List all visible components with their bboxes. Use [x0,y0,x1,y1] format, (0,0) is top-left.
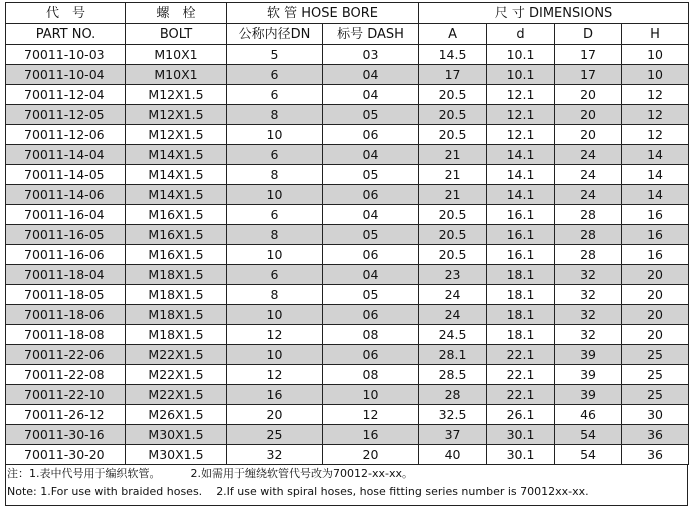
part-no-cell: 70011-10-04 [6,65,126,85]
dim-h-cell: 20 [622,265,689,285]
part-no-cell: 70011-12-05 [6,105,126,125]
dash-cell: 05 [323,165,419,185]
bolt-cell: M22X1.5 [126,365,227,385]
dash-cell: 04 [323,85,419,105]
dash-header: 标号 DASH [323,24,419,45]
dim-d-big-cell: 32 [555,325,622,345]
dim-a-cell: 21 [419,165,487,185]
table-row [6,145,689,165]
dim-d-small-cell: 16.1 [487,205,555,225]
dim-d-small-cell: 18.1 [487,305,555,325]
dim-d-big-cell: 24 [555,165,622,185]
table-row [6,445,689,465]
part-no-cell: 70011-16-06 [6,245,126,265]
dim-d-small-cell: 30.1 [487,425,555,445]
dash-cell: 04 [323,265,419,285]
notes-cn [6,465,687,483]
dim-h-cell: 10 [622,45,689,65]
dim-d-small-cell: 18.1 [487,285,555,305]
dn-cell: 16 [227,385,323,405]
dim-d-big-cell: 28 [555,225,622,245]
part-no-cell: 70011-14-04 [6,145,126,165]
dim-d-small-cell: 30.1 [487,445,555,465]
part-no-cell: 70011-12-06 [6,125,126,145]
dn-cell: 5 [227,45,323,65]
dim-a-cell: 20.5 [419,85,487,105]
part-no-cell: 70011-22-08 [6,365,126,385]
bolt-cell: M12X1.5 [126,105,227,125]
table-row [6,325,689,345]
bolt-cell: M14X1.5 [126,185,227,205]
dim-d-big-cell: 39 [555,345,622,365]
dim-a-cell: 23 [419,265,487,285]
dash-cell: 06 [323,245,419,265]
dim-d-big-cell: 28 [555,245,622,265]
dn-cell: 6 [227,85,323,105]
dn-cell: 8 [227,285,323,305]
bolt-header-en: BOLT [126,24,227,45]
dash-cell: 04 [323,145,419,165]
bolt-cell: M16X1.5 [126,225,227,245]
table-row [6,285,689,305]
dash-cell: 06 [323,305,419,325]
dim-d-big-cell: 32 [555,285,622,305]
dn-cell: 6 [227,65,323,85]
dim-h-cell: 25 [622,365,689,385]
dn-cell: 10 [227,245,323,265]
dn-cell: 8 [227,165,323,185]
dim-d-big-cell: 24 [555,145,622,165]
part-no-cell: 70011-14-05 [6,165,126,185]
fitting-spec-sheet [5,2,688,506]
dim-d-small-cell: 26.1 [487,405,555,425]
dim-h-cell: 14 [622,165,689,185]
dash-cell: 08 [323,325,419,345]
table-row [6,425,689,445]
dim-h-cell: 14 [622,185,689,205]
dim-h-cell: 20 [622,325,689,345]
dim-h-cell: 16 [622,225,689,245]
dn-cell: 10 [227,125,323,145]
dim-a-cell: 20.5 [419,105,487,125]
dim-d-big-cell: 24 [555,185,622,205]
dim-d-big-cell: 32 [555,265,622,285]
dim-h-cell: 16 [622,205,689,225]
part-no-cell: 70011-18-04 [6,265,126,285]
part-no-cell: 70011-22-10 [6,385,126,405]
table-row [6,385,689,405]
part-no-header-cn: 代 号 [6,3,126,24]
table-row [6,45,689,65]
dash-cell: 06 [323,185,419,205]
dim-d-big-cell: 54 [555,445,622,465]
dash-cell: 10 [323,385,419,405]
part-no-cell: 70011-12-04 [6,85,126,105]
dim-d-small-cell: 12.1 [487,85,555,105]
dimensions-table [5,2,689,465]
dim-a-cell: 40 [419,445,487,465]
dim-a-cell: 14.5 [419,45,487,65]
dim-d-small-cell: 18.1 [487,325,555,345]
dim-h-cell: 20 [622,305,689,325]
dim-h-cell: 36 [622,445,689,465]
table-row [6,345,689,365]
dash-cell: 03 [323,45,419,65]
bolt-cell: M16X1.5 [126,205,227,225]
note-cn-2: 2.如需用于缠绕软管代号改为70012-xx-xx。 [190,467,413,480]
dim-d-small-cell: 14.1 [487,165,555,185]
dim-d-small-cell: 22.1 [487,385,555,405]
dn-cell: 6 [227,205,323,225]
dim-d-small-cell: 10.1 [487,65,555,85]
bolt-cell: M10X1 [126,65,227,85]
dn-cell: 10 [227,305,323,325]
bolt-cell: M30X1.5 [126,445,227,465]
table-row [6,265,689,285]
table-row [6,225,689,245]
dim-d-small-cell: 18.1 [487,265,555,285]
dim-h-cell: 30 [622,405,689,425]
dim-a-cell: 20.5 [419,245,487,265]
bolt-cell: M18X1.5 [126,325,227,345]
dim-h-cell: 36 [622,425,689,445]
table-row [6,365,689,385]
dim-a-cell: 21 [419,185,487,205]
hose-bore-header: 软 管 HOSE BORE [227,3,419,24]
dn-cell: 12 [227,325,323,345]
dn-cell: 32 [227,445,323,465]
bolt-cell: M22X1.5 [126,345,227,365]
dn-cell: 8 [227,225,323,245]
part-no-cell: 70011-22-06 [6,345,126,365]
bolt-cell: M14X1.5 [126,145,227,165]
dim-d-big-cell: 17 [555,65,622,85]
dim-d-small-cell: 14.1 [487,185,555,205]
dim-a-cell: 28.1 [419,345,487,365]
table-row [6,165,689,185]
table-row [6,405,689,425]
bolt-cell: M16X1.5 [126,245,227,265]
table-row [6,105,689,125]
dn-cell: 12 [227,365,323,385]
table-row [6,205,689,225]
part-no-cell: 70011-18-05 [6,285,126,305]
dim-h-cell: 12 [622,125,689,145]
dim-d-big-cell: 39 [555,365,622,385]
dim-a-cell: 28.5 [419,365,487,385]
dim-d-small-cell: 12.1 [487,105,555,125]
part-no-cell: 70011-16-05 [6,225,126,245]
dim-h-cell: 12 [622,85,689,105]
dim-a-cell: 17 [419,65,487,85]
dim-h-cell: 25 [622,345,689,365]
col-a-header: A [419,24,487,45]
dim-d-big-cell: 20 [555,125,622,145]
note-en-2: 2.If use with spiral hoses, hose fitting series number is 70012xx-xx. [216,485,589,498]
dim-h-cell: 20 [622,285,689,305]
table-row [6,125,689,145]
table-header [6,3,689,45]
col-h-header: H [622,24,689,45]
col-d-big-header: D [555,24,622,45]
part-no-header-en: PART NO. [6,24,126,45]
bolt-cell: M22X1.5 [126,385,227,405]
dim-a-cell: 20.5 [419,205,487,225]
dn-cell: 10 [227,345,323,365]
bolt-cell: M12X1.5 [126,85,227,105]
dash-cell: 06 [323,125,419,145]
dn-cell: 20 [227,405,323,425]
note-en-1: Note: 1.For use with braided hoses. [7,485,203,498]
dash-cell: 08 [323,365,419,385]
table-row [6,65,689,85]
dim-a-cell: 24 [419,285,487,305]
note-cn-1: 注：1.表中代号用于编织软管。 [7,467,161,480]
dn-cell: 25 [227,425,323,445]
part-no-cell: 70011-10-03 [6,45,126,65]
bolt-cell: M14X1.5 [126,165,227,185]
dim-d-big-cell: 28 [555,205,622,225]
dim-d-big-cell: 46 [555,405,622,425]
bolt-header-cn: 螺 栓 [126,3,227,24]
dim-h-cell: 10 [622,65,689,85]
dim-d-small-cell: 16.1 [487,245,555,265]
dash-cell: 20 [323,445,419,465]
dash-cell: 05 [323,285,419,305]
dim-d-big-cell: 20 [555,85,622,105]
dim-a-cell: 37 [419,425,487,445]
table-row [6,305,689,325]
dim-a-cell: 28 [419,385,487,405]
dim-a-cell: 32.5 [419,405,487,425]
dash-cell: 05 [323,225,419,245]
dim-d-big-cell: 54 [555,425,622,445]
dash-cell: 05 [323,105,419,125]
dim-d-small-cell: 22.1 [487,365,555,385]
dim-d-big-cell: 39 [555,385,622,405]
dim-d-small-cell: 22.1 [487,345,555,365]
bolt-cell: M12X1.5 [126,125,227,145]
dash-cell: 16 [323,425,419,445]
dash-cell: 12 [323,405,419,425]
table-body [6,45,689,465]
dim-d-big-cell: 32 [555,305,622,325]
dim-d-small-cell: 16.1 [487,225,555,245]
part-no-cell: 70011-18-06 [6,305,126,325]
dn-cell: 6 [227,265,323,285]
bolt-cell: M18X1.5 [126,265,227,285]
dim-a-cell: 20.5 [419,125,487,145]
dim-h-cell: 12 [622,105,689,125]
table-row [6,185,689,205]
table-row [6,245,689,265]
dash-cell: 06 [323,345,419,365]
dim-d-big-cell: 20 [555,105,622,125]
dim-d-small-cell: 10.1 [487,45,555,65]
part-no-cell: 70011-16-04 [6,205,126,225]
bolt-cell: M18X1.5 [126,305,227,325]
dim-d-small-cell: 12.1 [487,125,555,145]
part-no-cell: 70011-30-16 [6,425,126,445]
col-d-small-header: d [487,24,555,45]
bolt-cell: M30X1.5 [126,425,227,445]
dim-a-cell: 24.5 [419,325,487,345]
dn-cell: 10 [227,185,323,205]
dim-a-cell: 24 [419,305,487,325]
dash-cell: 04 [323,205,419,225]
table-row [6,85,689,105]
part-no-cell: 70011-26-12 [6,405,126,425]
part-no-cell: 70011-14-06 [6,185,126,205]
notes-box [5,465,688,506]
dim-h-cell: 25 [622,385,689,405]
dash-cell: 04 [323,65,419,85]
part-no-cell: 70011-18-08 [6,325,126,345]
dim-a-cell: 21 [419,145,487,165]
dimensions-header: 尺 寸 DIMENSIONS [419,3,689,24]
dn-cell: 6 [227,145,323,165]
dn-cell: 8 [227,105,323,125]
notes-en [6,483,687,501]
dim-h-cell: 14 [622,145,689,165]
dim-d-small-cell: 14.1 [487,145,555,165]
dim-h-cell: 16 [622,245,689,265]
bolt-cell: M18X1.5 [126,285,227,305]
bolt-cell: M10X1 [126,45,227,65]
dn-header: 公称内径DN [227,24,323,45]
dim-d-big-cell: 17 [555,45,622,65]
bolt-cell: M26X1.5 [126,405,227,425]
dim-a-cell: 20.5 [419,225,487,245]
part-no-cell: 70011-30-20 [6,445,126,465]
